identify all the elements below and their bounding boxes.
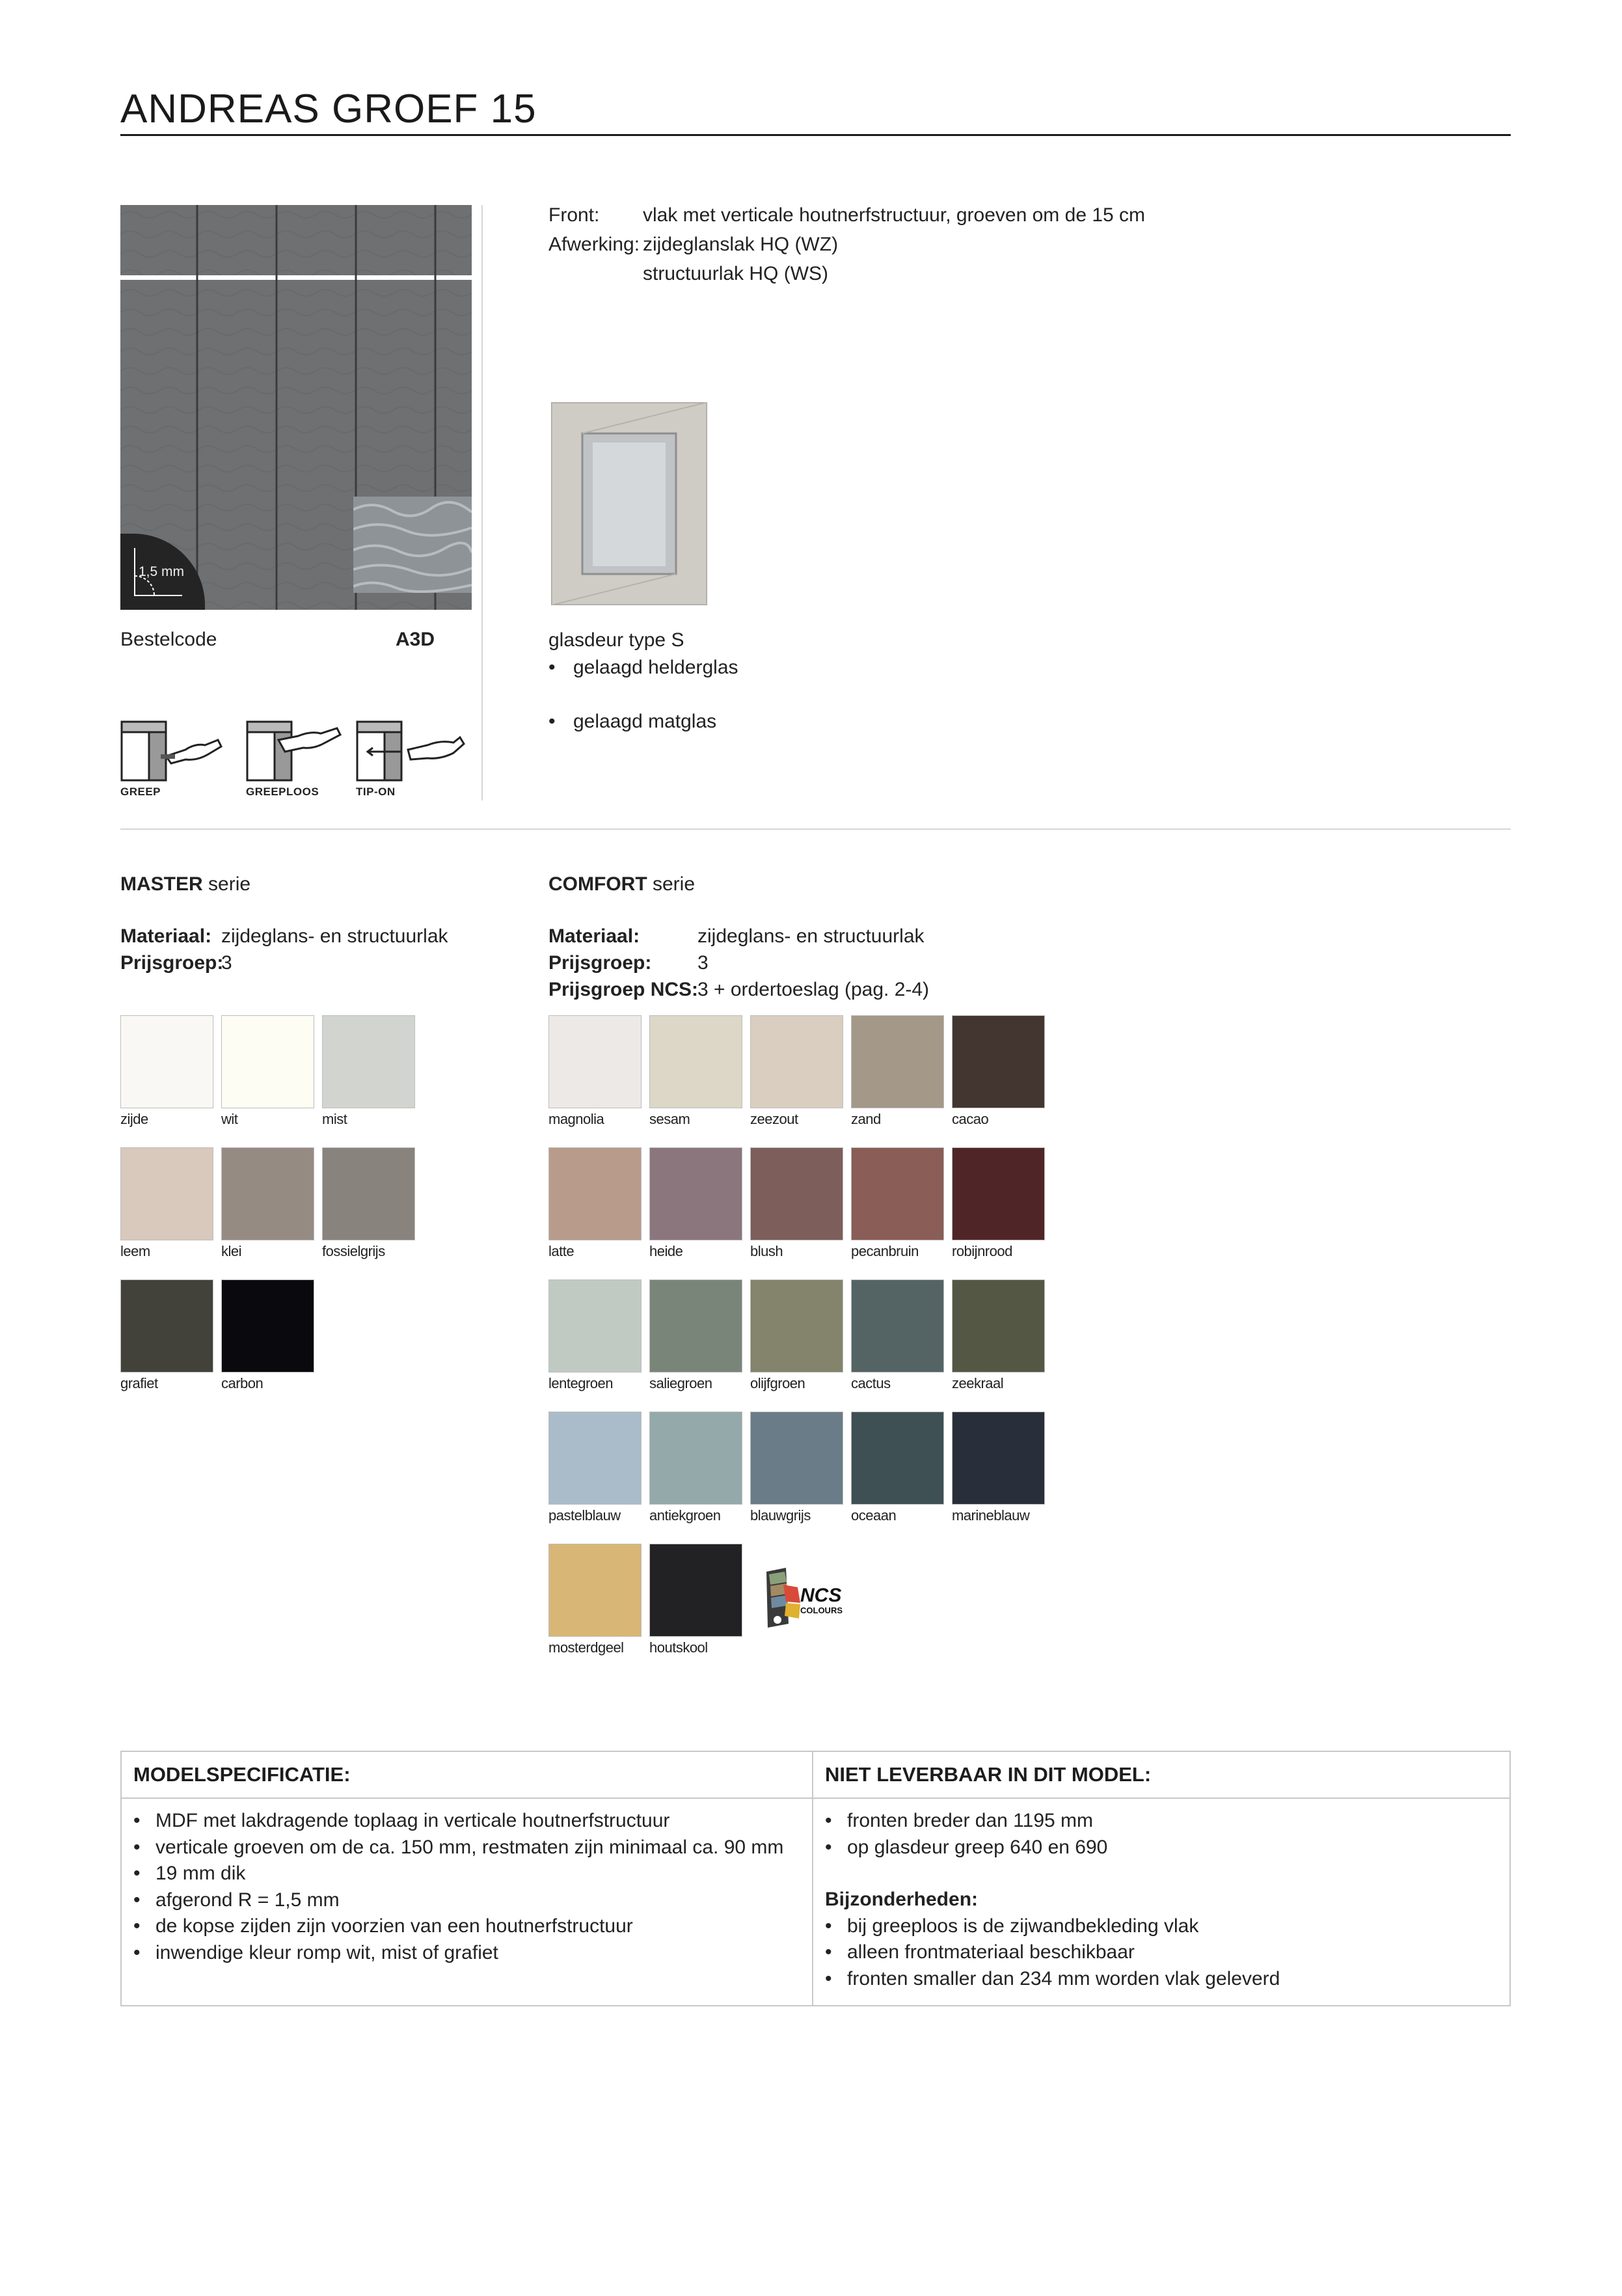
special-label: Bijzonderheden: bbox=[825, 1889, 979, 1910]
page-title: ANDREAS GROEF 15 bbox=[120, 87, 537, 131]
comfort-material-label: Materiaal: bbox=[548, 925, 640, 947]
master-series-heading bbox=[120, 871, 250, 897]
swatch-label: pecanbruin bbox=[851, 1243, 919, 1259]
comfort-series-suffix: serie bbox=[652, 873, 696, 895]
swatch-label: blauwgrijs bbox=[750, 1507, 811, 1524]
comfort-ncs-value: 3 + ordertoeslag (pag. 2-4) bbox=[697, 979, 930, 1000]
not-available-cell bbox=[813, 1798, 1510, 2006]
glass-option-matt: • gelaagd matglas bbox=[548, 708, 1622, 735]
texture-detail-image bbox=[353, 497, 472, 593]
master-material-label: Materiaal: bbox=[120, 925, 212, 947]
color-swatch-latte bbox=[548, 1147, 642, 1240]
tip-on-icon bbox=[356, 720, 466, 783]
not-available-item: • op glasdeur greep 640 en 690 bbox=[825, 1835, 1498, 1861]
spec-item: • MDF met lakdragende toplaag in verticale houtnerfstructuur bbox=[133, 1808, 800, 1835]
not-available-item: • fronten breder dan 1195 mm bbox=[825, 1808, 1498, 1835]
front-label: Front: bbox=[548, 204, 600, 226]
title-rule bbox=[120, 134, 1511, 136]
color-swatch-klei bbox=[221, 1147, 314, 1240]
color-swatch-zeezout bbox=[750, 1015, 843, 1108]
color-swatch-marineblauw bbox=[952, 1412, 1045, 1505]
color-swatch-blush bbox=[750, 1147, 843, 1240]
color-swatch-zijde bbox=[120, 1015, 213, 1108]
greep-caption: GREEP bbox=[120, 786, 161, 798]
color-swatch-houtskool bbox=[649, 1544, 742, 1637]
master-swatch-grid bbox=[120, 1015, 426, 1419]
finish-value-wz: zijdeglanslak HQ (WZ) bbox=[643, 234, 839, 255]
spec-item: • inwendige kleur romp wit, mist of grafiet bbox=[133, 1940, 800, 1967]
swatch-label: wit bbox=[221, 1111, 238, 1127]
comfort-material-value: zijdeglans- en structuurlak bbox=[697, 925, 925, 947]
comfort-series-heading bbox=[548, 871, 695, 897]
master-series-name: MASTER bbox=[120, 873, 203, 895]
swatch-label: fossielgrijs bbox=[322, 1243, 385, 1259]
comfort-price-value: 3 bbox=[697, 952, 709, 974]
color-swatch-mist bbox=[322, 1015, 415, 1108]
greeploos-icon bbox=[246, 720, 350, 783]
swatch-label: pastelblauw bbox=[548, 1507, 621, 1524]
swatch-label: olijfgroen bbox=[750, 1375, 805, 1391]
spec-item: • 19 mm dik bbox=[133, 1861, 800, 1887]
greeploos-caption: GREEPLOOS bbox=[246, 786, 319, 798]
specification-table bbox=[120, 1751, 1511, 2006]
color-swatch-blauwgrijs bbox=[750, 1412, 843, 1505]
color-swatch-cactus bbox=[851, 1279, 944, 1373]
color-swatch-zand bbox=[851, 1015, 944, 1108]
column-divider bbox=[481, 205, 483, 800]
color-swatch-antiekgroen bbox=[649, 1412, 742, 1505]
special-item: • alleen frontmateriaal beschikbaar bbox=[825, 1939, 1498, 1966]
swatch-label: klei bbox=[221, 1243, 242, 1259]
swatch-label: zeezout bbox=[750, 1111, 798, 1127]
radius-label: 1,5 mm bbox=[139, 564, 185, 579]
swatch-label: sesam bbox=[649, 1111, 690, 1127]
section-divider bbox=[120, 828, 1511, 830]
color-swatch-carbon bbox=[221, 1279, 314, 1373]
order-code-label: Bestelcode bbox=[120, 629, 217, 650]
glass-door-title: glasdeur type S bbox=[548, 629, 684, 651]
color-swatch-saliegroen bbox=[649, 1279, 742, 1373]
order-code: A3D bbox=[396, 629, 435, 650]
swatch-label: saliegroen bbox=[649, 1375, 712, 1391]
spec-item: • afgerond R = 1,5 mm bbox=[133, 1887, 800, 1914]
swatch-label: magnolia bbox=[548, 1111, 604, 1127]
swatch-label: lentegroen bbox=[548, 1375, 613, 1391]
color-swatch-robijnrood bbox=[952, 1147, 1045, 1240]
swatch-label: robijnrood bbox=[952, 1243, 1012, 1259]
model-spec-header: MODELSPECIFICATIE: bbox=[121, 1751, 813, 1798]
color-swatch-sesam bbox=[649, 1015, 742, 1108]
finish-label: Afwerking: bbox=[548, 234, 640, 255]
swatch-label: blush bbox=[750, 1243, 783, 1259]
swatch-label: mosterdgeel bbox=[548, 1639, 624, 1656]
glass-door-image bbox=[551, 402, 707, 605]
greep-icon bbox=[120, 720, 224, 783]
special-item: • bij greeploos is de zijwandbekleding vlak bbox=[825, 1913, 1498, 1940]
color-swatch-heide bbox=[649, 1147, 742, 1240]
color-swatch-zeekraal bbox=[952, 1279, 1045, 1373]
master-price-value: 3 bbox=[221, 952, 232, 974]
color-swatch-leem bbox=[120, 1147, 213, 1240]
model-spec-cell bbox=[121, 1798, 813, 2006]
color-swatch-cacao bbox=[952, 1015, 1045, 1108]
color-swatch-pecanbruin bbox=[851, 1147, 944, 1240]
color-swatch-lentegroen bbox=[548, 1279, 642, 1373]
swatch-label: houtskool bbox=[649, 1639, 708, 1656]
ncs-logo-subtext: COLOURS bbox=[800, 1606, 843, 1615]
glass-option-clear: • gelaagd helderglas bbox=[548, 654, 1622, 681]
swatch-label: zijde bbox=[120, 1111, 148, 1127]
color-swatch-fossielgrijs bbox=[322, 1147, 415, 1240]
comfort-price-label: Prijsgroep: bbox=[548, 952, 652, 974]
master-material-value: zijdeglans- en structuurlak bbox=[221, 925, 448, 947]
swatch-label: oceaan bbox=[851, 1507, 897, 1524]
color-swatch-magnolia bbox=[548, 1015, 642, 1108]
swatch-label: cactus bbox=[851, 1375, 891, 1391]
swatch-label: grafiet bbox=[120, 1375, 158, 1391]
special-item: • fronten smaller dan 234 mm worden vlak geleverd bbox=[825, 1966, 1498, 1993]
color-swatch-oceaan bbox=[851, 1412, 944, 1505]
swatch-label: leem bbox=[120, 1243, 150, 1259]
comfort-series-name: COMFORT bbox=[548, 873, 647, 895]
front-value: vlak met verticale houtnerfstructuur, groeven om de 15 cm bbox=[643, 204, 1146, 226]
tip-on-caption: TIP-ON bbox=[356, 786, 396, 798]
swatch-label: mist bbox=[322, 1111, 347, 1127]
color-swatch-grafiet bbox=[120, 1279, 213, 1373]
not-available-header: NIET LEVERBAAR IN DIT MODEL: bbox=[813, 1751, 1510, 1798]
swatch-label: heide bbox=[649, 1243, 683, 1259]
swatch-label: antiekgroen bbox=[649, 1507, 721, 1524]
master-price-label: Prijsgroep: bbox=[120, 952, 224, 974]
comfort-ncs-label: Prijsgroep NCS: bbox=[548, 979, 699, 1000]
ncs-colours-logo bbox=[753, 1559, 851, 1637]
color-swatch-pastelblauw bbox=[548, 1412, 642, 1505]
spec-item: • de kopse zijden zijn voorzien van een houtnerfstructuur bbox=[133, 1913, 800, 1940]
ncs-logo-text: NCS bbox=[800, 1585, 842, 1606]
color-swatch-mosterdgeel bbox=[548, 1544, 642, 1637]
swatch-label: zeekraal bbox=[952, 1375, 1004, 1391]
swatch-label: cacao bbox=[952, 1111, 989, 1127]
swatch-label: latte bbox=[548, 1243, 574, 1259]
swatch-label: zand bbox=[851, 1111, 881, 1127]
swatch-label: marineblauw bbox=[952, 1507, 1030, 1524]
master-series-suffix: serie bbox=[208, 873, 251, 895]
color-swatch-olijfgroen bbox=[750, 1279, 843, 1373]
color-swatch-wit bbox=[221, 1015, 314, 1108]
finish-value-ws: structuurlak HQ (WS) bbox=[643, 263, 829, 284]
spec-item: • verticale groeven om de ca. 150 mm, restmaten zijn minimaal ca. 90 mm bbox=[133, 1835, 800, 1861]
swatch-label: carbon bbox=[221, 1375, 264, 1391]
